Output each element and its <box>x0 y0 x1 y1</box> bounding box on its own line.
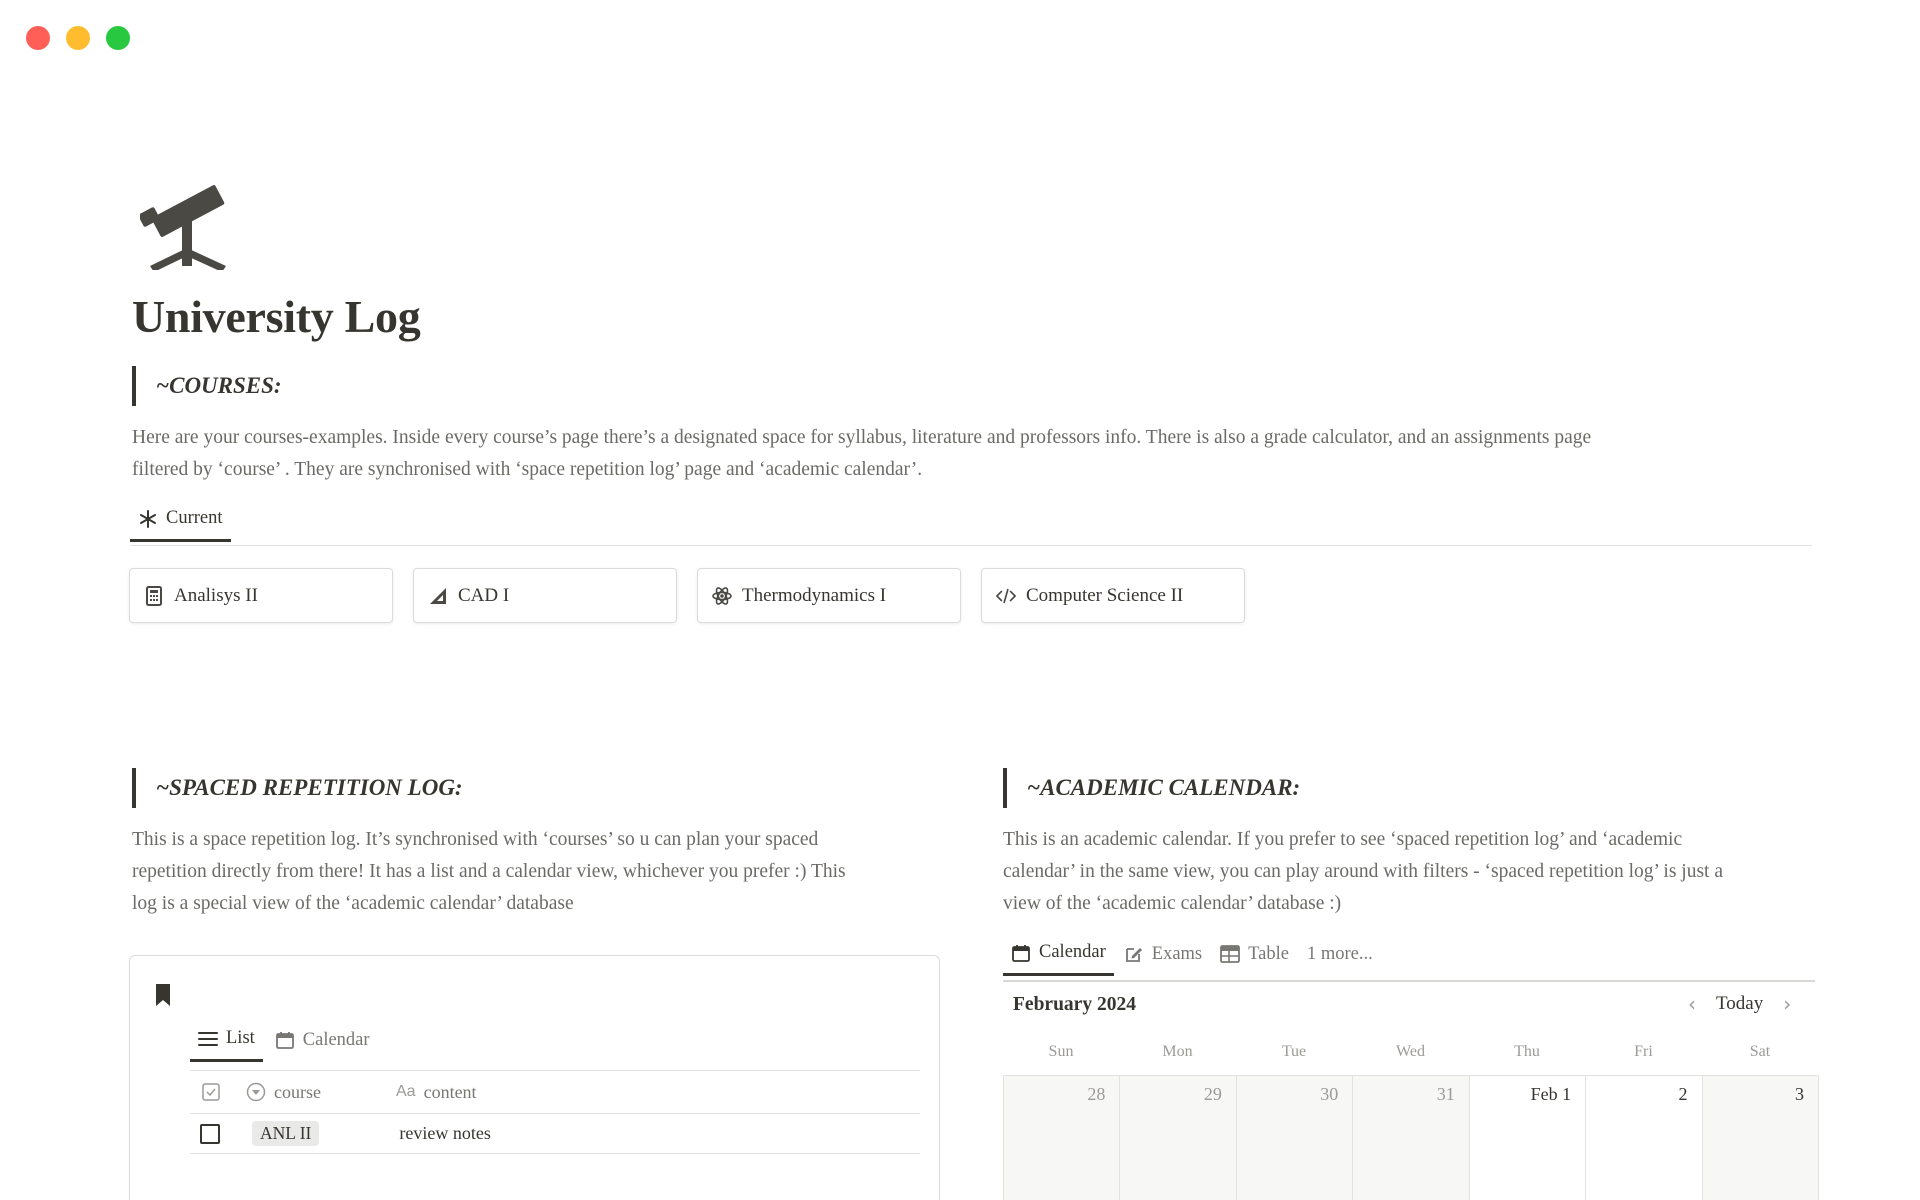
day-number: 2 <box>1678 1084 1688 1104</box>
calendar-navigation <box>1688 992 1791 1016</box>
weekday-label: Wed <box>1396 1043 1425 1060</box>
day-number: Feb 1 <box>1530 1084 1572 1104</box>
today-button[interactable]: Today <box>1716 993 1764 1014</box>
day-number: 30 <box>1320 1084 1339 1104</box>
course-card-label: Thermodynamics I <box>742 584 887 606</box>
weekday-label: Tue <box>1281 1043 1307 1060</box>
calendar-icon <box>275 1030 295 1050</box>
list-icon <box>198 1029 218 1049</box>
tab-label: Exams <box>1151 943 1203 964</box>
edit-icon <box>1124 944 1144 964</box>
spaced-repetition-description <box>132 824 932 920</box>
tab-current[interactable] <box>130 498 231 542</box>
spaced-repetition-database <box>129 955 940 1200</box>
weekday-label: Sun <box>1048 1043 1074 1060</box>
window-controls <box>26 26 130 50</box>
ruler-triangle-icon <box>428 586 448 606</box>
database-view-tabs <box>190 1018 378 1062</box>
row-checkbox[interactable] <box>200 1124 220 1144</box>
tab-label: Calendar <box>1039 942 1106 962</box>
calendar-icon <box>1011 943 1031 963</box>
academic-calendar-description-line: view of the ‘academic calendar’ database :) <box>1003 893 1342 914</box>
weekday-label: Sat <box>1749 1043 1771 1060</box>
spaced-repetition-description-line: repetition directly from there! It has a list and a calendar view, whichever you prefer :) This <box>132 861 846 882</box>
calculator-icon <box>144 586 164 606</box>
tab-label: 1 more... <box>1306 943 1373 964</box>
weekday-label: Thu <box>1514 1043 1540 1060</box>
calendar-day-cell[interactable] <box>1004 1076 1120 1200</box>
course-card-thermodynamics-i[interactable] <box>697 568 961 623</box>
courses-tabs <box>130 498 231 542</box>
tab-label: List <box>226 1028 255 1048</box>
tab-label: Table <box>1248 943 1289 964</box>
calendar-view-tabs <box>1003 932 1381 976</box>
column-header-course[interactable]: course <box>274 1081 321 1102</box>
column-header-content[interactable]: content <box>423 1081 477 1102</box>
tab-calendar[interactable] <box>267 1018 378 1062</box>
course-card-analisys-ii[interactable] <box>129 568 393 623</box>
bookmark-icon[interactable] <box>155 983 171 1007</box>
calendar-day-cell[interactable] <box>1586 1076 1702 1200</box>
close-window-button[interactable] <box>26 26 50 50</box>
spaced-repetition-heading: ~SPACED REPETITION LOG: <box>132 768 463 808</box>
tab-table[interactable] <box>1212 932 1297 976</box>
courses-description <box>132 422 1832 486</box>
tab-calendar-view[interactable] <box>1003 932 1114 976</box>
courses-description-line: Here are your courses-examples. Inside every course’s page there’s a designated space for syllabus, literature and professors info. There is also a grade calculator, and an assignments page <box>132 427 1592 448</box>
tab-label: Current <box>166 508 223 528</box>
tab-list[interactable] <box>190 1018 263 1062</box>
courses-heading: ~COURSES: <box>132 366 282 406</box>
list-header-row <box>190 1070 920 1114</box>
course-card-label: CAD I <box>458 584 510 606</box>
tab-exams[interactable] <box>1116 932 1210 976</box>
courses-description-line: filtered by ‘course’ . They are synchronised with ‘space repetition log’ page and ‘academic calendar’. <box>132 459 923 480</box>
day-number: 31 <box>1436 1084 1455 1104</box>
select-icon <box>246 1082 266 1102</box>
divider <box>1003 980 1815 982</box>
day-number: 29 <box>1203 1084 1222 1104</box>
calendar-month-title: February 2024 <box>1013 994 1136 1015</box>
calendar-day-cell[interactable] <box>1237 1076 1353 1200</box>
day-number: 28 <box>1087 1084 1106 1104</box>
telescope-icon[interactable] <box>140 170 236 270</box>
chevron-right-icon[interactable]: › <box>1783 992 1792 1016</box>
calendar-day-cell[interactable] <box>1353 1076 1469 1200</box>
calendar-day-cell[interactable] <box>1703 1076 1819 1200</box>
course-card-label: Analisys II <box>174 584 258 606</box>
day-number: 3 <box>1794 1084 1804 1104</box>
tab-more-views[interactable] <box>1299 932 1381 976</box>
course-tag: ANL II <box>252 1121 319 1146</box>
course-card-cad-i[interactable] <box>413 568 677 623</box>
spaced-repetition-description-line: log is a special view of the ‘academic calendar’ database <box>132 893 574 914</box>
academic-calendar-heading: ~ACADEMIC CALENDAR: <box>1003 768 1300 808</box>
calendar-day-cell[interactable] <box>1120 1076 1236 1200</box>
table-icon <box>1220 944 1240 964</box>
course-card-label: Computer Science II <box>1026 584 1184 606</box>
zoom-window-button[interactable] <box>106 26 130 50</box>
weekday-label: Mon <box>1162 1043 1193 1060</box>
course-card-computer-science-ii[interactable] <box>981 568 1245 623</box>
checkbox-column-icon[interactable] <box>202 1083 220 1101</box>
tab-label: Calendar <box>302 1029 370 1050</box>
row-content: review notes <box>399 1123 491 1143</box>
code-icon <box>996 586 1016 606</box>
calendar-grid <box>1003 1075 1819 1200</box>
calendar-day-cell[interactable] <box>1470 1076 1586 1200</box>
text-icon: Aa <box>396 1083 416 1100</box>
atom-icon <box>712 586 732 606</box>
academic-calendar-description-line: calendar’ in the same view, you can play around with filters - ‘spaced repetition log’ is just a <box>1003 861 1723 882</box>
minimize-window-button[interactable] <box>66 26 90 50</box>
spaced-repetition-description-line: This is a space repetition log. It’s synchronised with ‘courses’ so u can plan your spaced <box>132 829 819 850</box>
divider <box>130 545 1812 546</box>
chevron-left-icon[interactable]: ‹ <box>1688 992 1696 1016</box>
academic-calendar-description-line: This is an academic calendar. If you prefer to see ‘spaced repetition log’ and ‘academic <box>1003 829 1683 850</box>
asterisk-icon <box>138 509 158 529</box>
page-title: University Log <box>132 291 421 342</box>
list-item[interactable] <box>190 1114 920 1154</box>
academic-calendar-description <box>1003 824 1823 920</box>
weekday-label: Fri <box>1634 1043 1653 1060</box>
